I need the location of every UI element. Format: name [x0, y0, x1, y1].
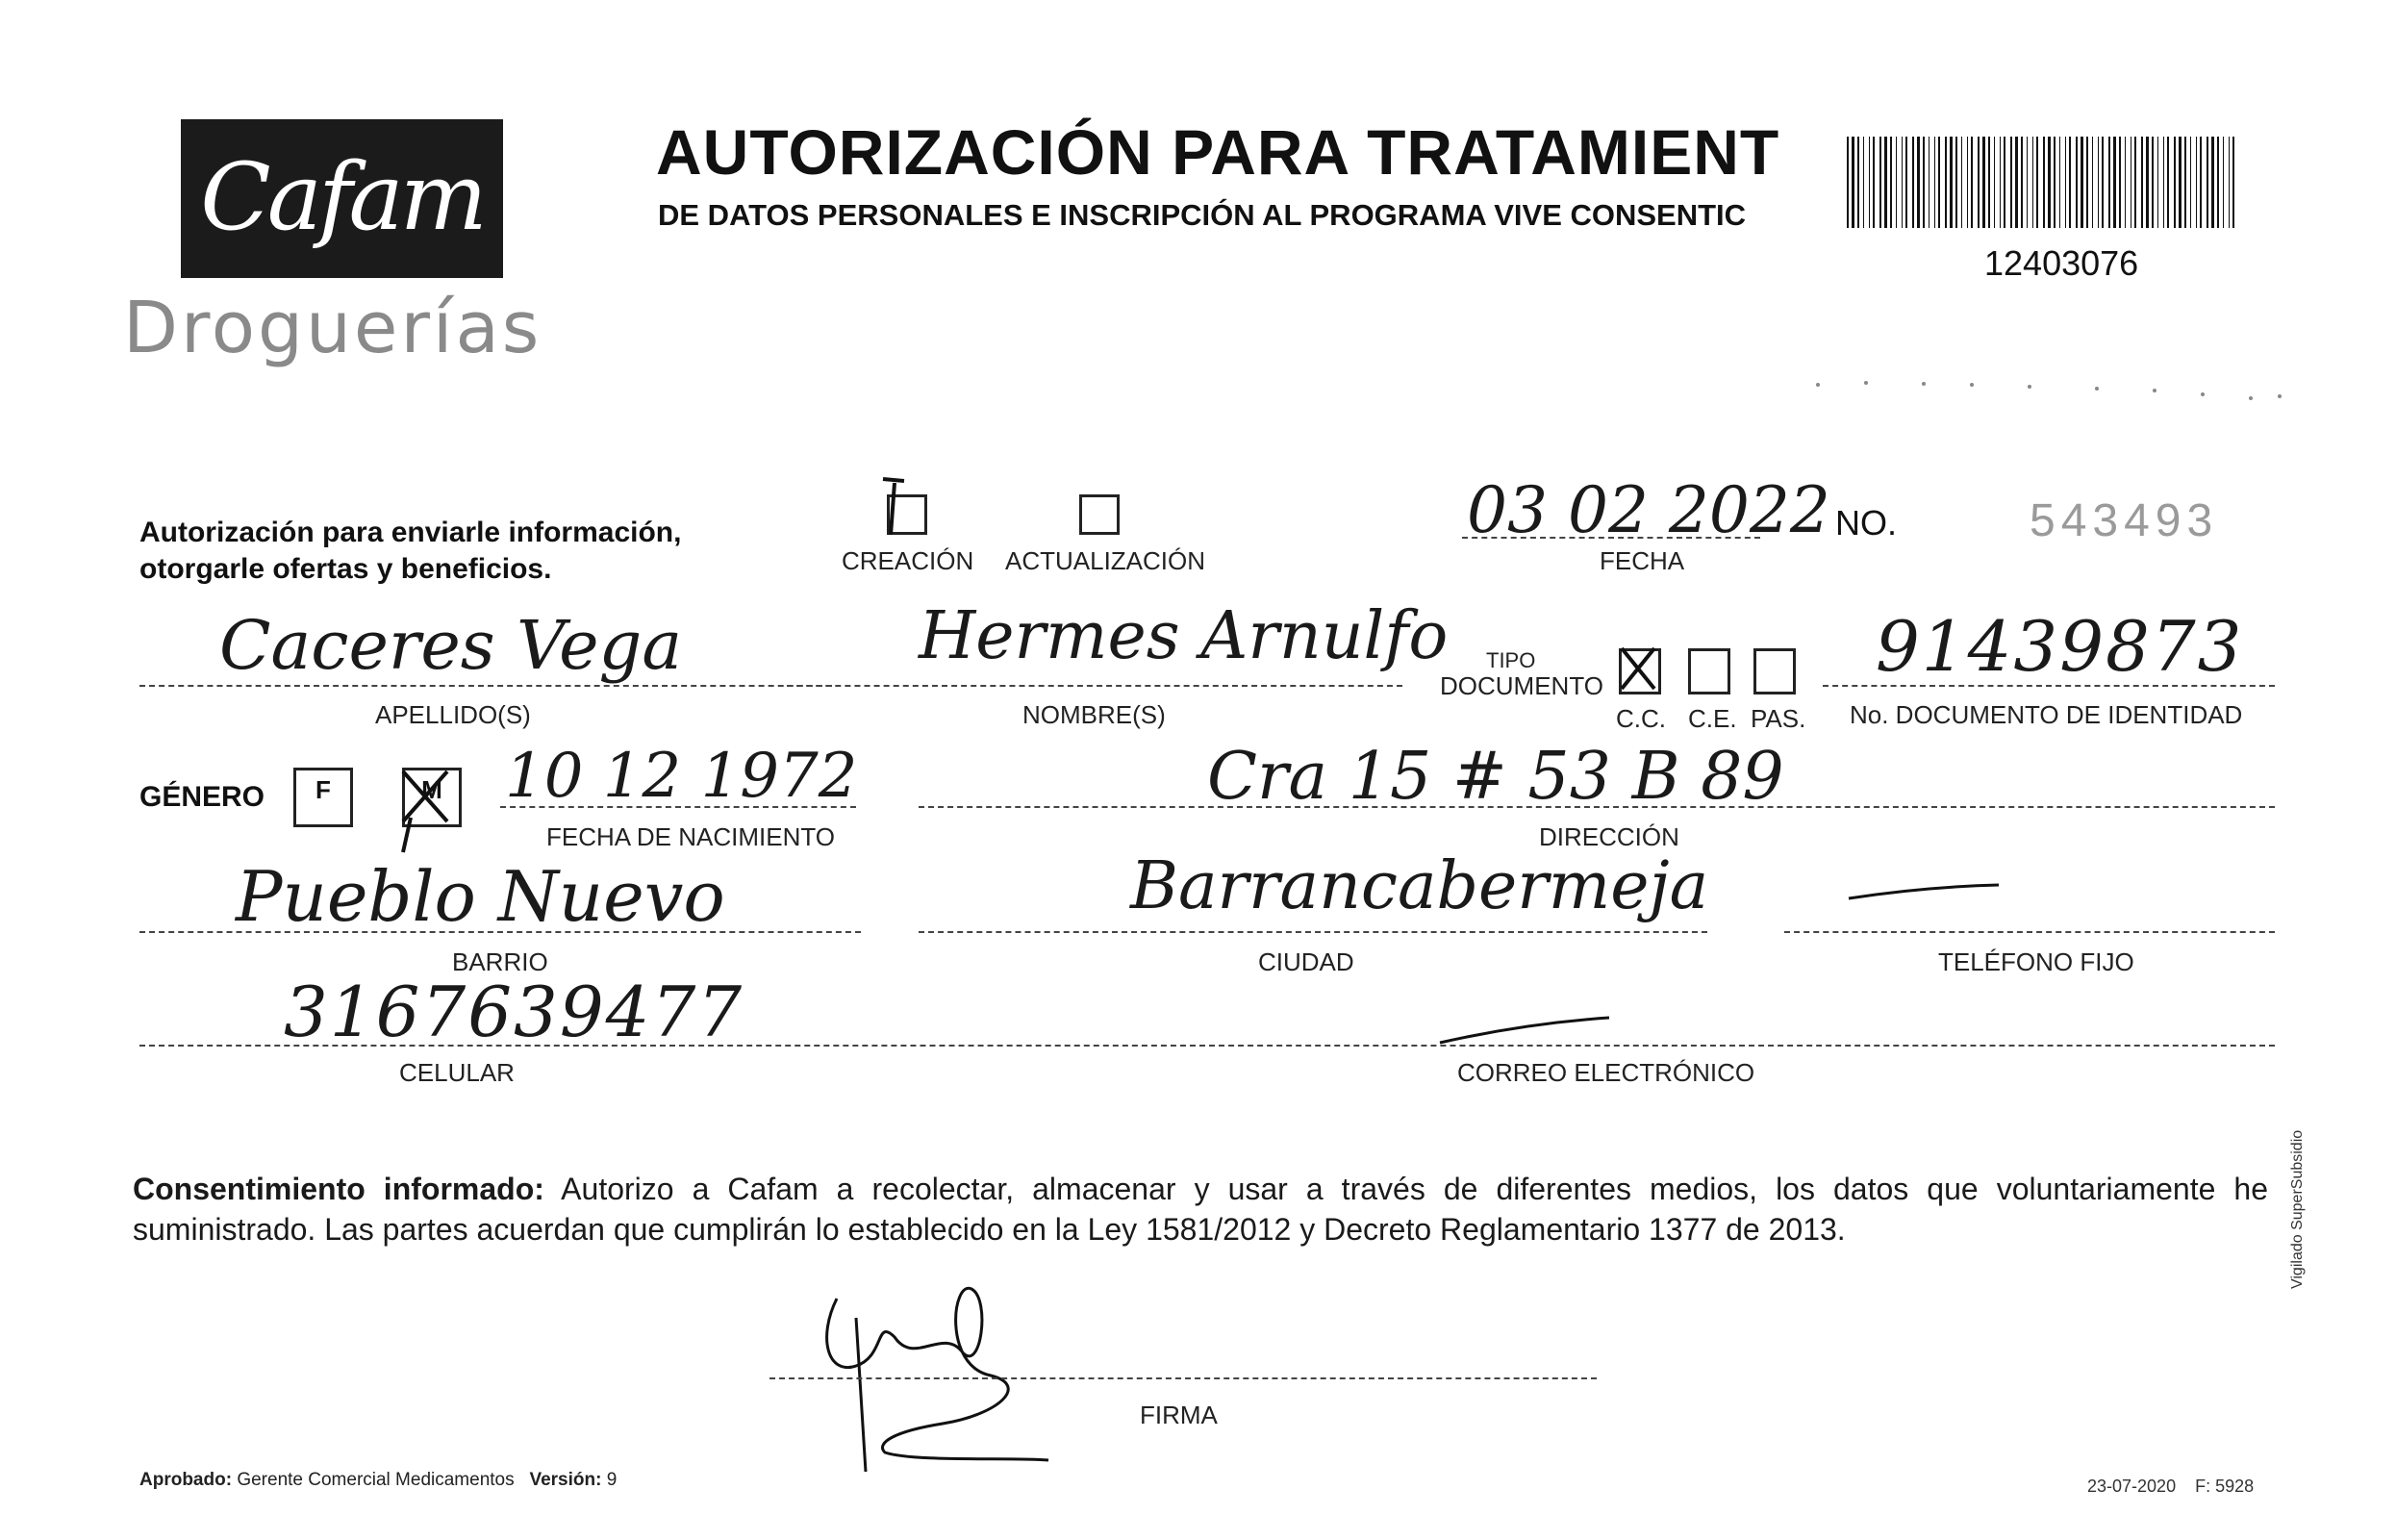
tipo-documento-label: TIPO — [1486, 648, 1536, 672]
genero-label: GÉNERO — [139, 781, 265, 813]
pas-checkbox[interactable] — [1753, 648, 1796, 694]
aprobado-label: Aprobado: — [139, 1470, 233, 1490]
check-mark-icon — [875, 471, 933, 539]
firma-line — [769, 1377, 1597, 1379]
nombres-label: NOMBRE(S) — [1022, 700, 1166, 729]
barrio-label: BARRIO — [452, 947, 548, 976]
footer-codes — [2087, 1477, 2254, 1497]
dash-stroke-icon — [1438, 1010, 1611, 1048]
dash-stroke-icon — [1847, 877, 2001, 906]
logo: Cafam — [200, 143, 484, 251]
firma-label: FIRMA — [1140, 1401, 1218, 1429]
nacimiento-value[interactable]: 10 12 1972 — [505, 741, 858, 812]
barcode-number: 12403076 — [1984, 243, 2139, 283]
x-mark-icon — [1616, 643, 1660, 694]
telefono-label: TELÉFONO FIJO — [1938, 947, 2134, 976]
genero-m-label: M — [421, 775, 442, 804]
footer-approval — [139, 1470, 617, 1491]
nombres-line — [787, 685, 1402, 687]
fecha-label: FECHA — [1600, 546, 1685, 575]
direccion-value[interactable]: Cra 15 # 53 B 89 — [1207, 739, 1784, 815]
form-title: AUTORIZACIÓN PARA TRATAMIENT — [656, 116, 1780, 188]
apellidos-value[interactable]: Caceres Vega — [219, 606, 683, 685]
telefono-line — [1784, 931, 2275, 933]
form-subtitle: DE DATOS PERSONALES E INSCRIPCIÓN AL PROGRAMA VIVE CONSENTIC — [658, 198, 1747, 232]
ciudad-value[interactable]: Barrancabermeja — [1130, 848, 1709, 924]
barcode-icon — [1847, 137, 2241, 228]
fecha-line — [1462, 537, 1760, 539]
aprobado-value: Gerente Comercial Medicamentos — [237, 1470, 515, 1490]
documento-value[interactable]: 91439873 — [1876, 606, 2244, 687]
barrio-value[interactable]: Pueblo Nuevo — [236, 856, 725, 937]
consent-lead: Consentimiento informado: — [133, 1172, 544, 1206]
consent-body: Autorizo a Cafam a recolectar, almacenar y usar a través de diferentes medios, los datos que voluntariamente he suministrado. Las partes acuerdan que cumplirán lo establecido en la Ley 1581/2012 y Decreto Reglamentario 1377 de 2013. — [133, 1172, 2269, 1247]
celular-value[interactable]: 3167639477 — [284, 972, 744, 1052]
creacion-label: CREACIÓN — [842, 546, 974, 575]
ciudad-line — [919, 931, 1707, 933]
nombres-value[interactable]: Hermes Arnulfo — [919, 598, 1449, 674]
ce-checkbox[interactable] — [1688, 648, 1730, 694]
consent-paragraph — [133, 1169, 2268, 1250]
x-mark-icon — [390, 762, 459, 854]
version-value: 9 — [606, 1470, 618, 1490]
side-vigilado-text: Vigilado SuperSubsidio — [2289, 1129, 2306, 1289]
cc-label: C.C. — [1616, 704, 1666, 733]
correo-label: CORREO ELECTRÓNICO — [1457, 1058, 1755, 1087]
footer-date-code: 23-07-2020 — [2087, 1477, 2177, 1496]
apellidos-line — [139, 685, 832, 687]
actualizacion-label: ACTUALIZACIÓN — [1005, 546, 1206, 575]
ce-label: C.E. — [1688, 704, 1737, 733]
celular-label: CELULAR — [399, 1058, 515, 1087]
fecha-value: 03 02 2022 — [1467, 473, 1830, 547]
pas-label: PAS. — [1751, 704, 1806, 733]
version-label: Versión: — [529, 1470, 602, 1490]
form-number: 543493 — [2030, 495, 2219, 546]
direccion-label: DIRECCIÓN — [1539, 822, 1679, 851]
tipo-documento-label-2: DOCUMENTO — [1440, 671, 1603, 700]
signature-icon — [798, 1260, 1087, 1472]
logo-subtitle: Droguerías — [123, 287, 542, 369]
genero-f-label: F — [315, 775, 331, 804]
footer-f-code: F: 5928 — [2195, 1477, 2255, 1496]
ciudad-label: CIUDAD — [1258, 947, 1354, 976]
form-number-label: NO. — [1835, 503, 1898, 543]
decorative-dots — [1808, 375, 2289, 404]
authorization-text: Autorización para enviarle información, otorgarle ofertas y beneficios. — [139, 517, 682, 585]
nacimiento-label: FECHA DE NACIMIENTO — [546, 822, 836, 851]
apellidos-label: APELLIDO(S) — [375, 700, 531, 729]
actualizacion-checkbox[interactable] — [1079, 494, 1120, 535]
documento-label: No. DOCUMENTO DE IDENTIDAD — [1850, 700, 2243, 729]
